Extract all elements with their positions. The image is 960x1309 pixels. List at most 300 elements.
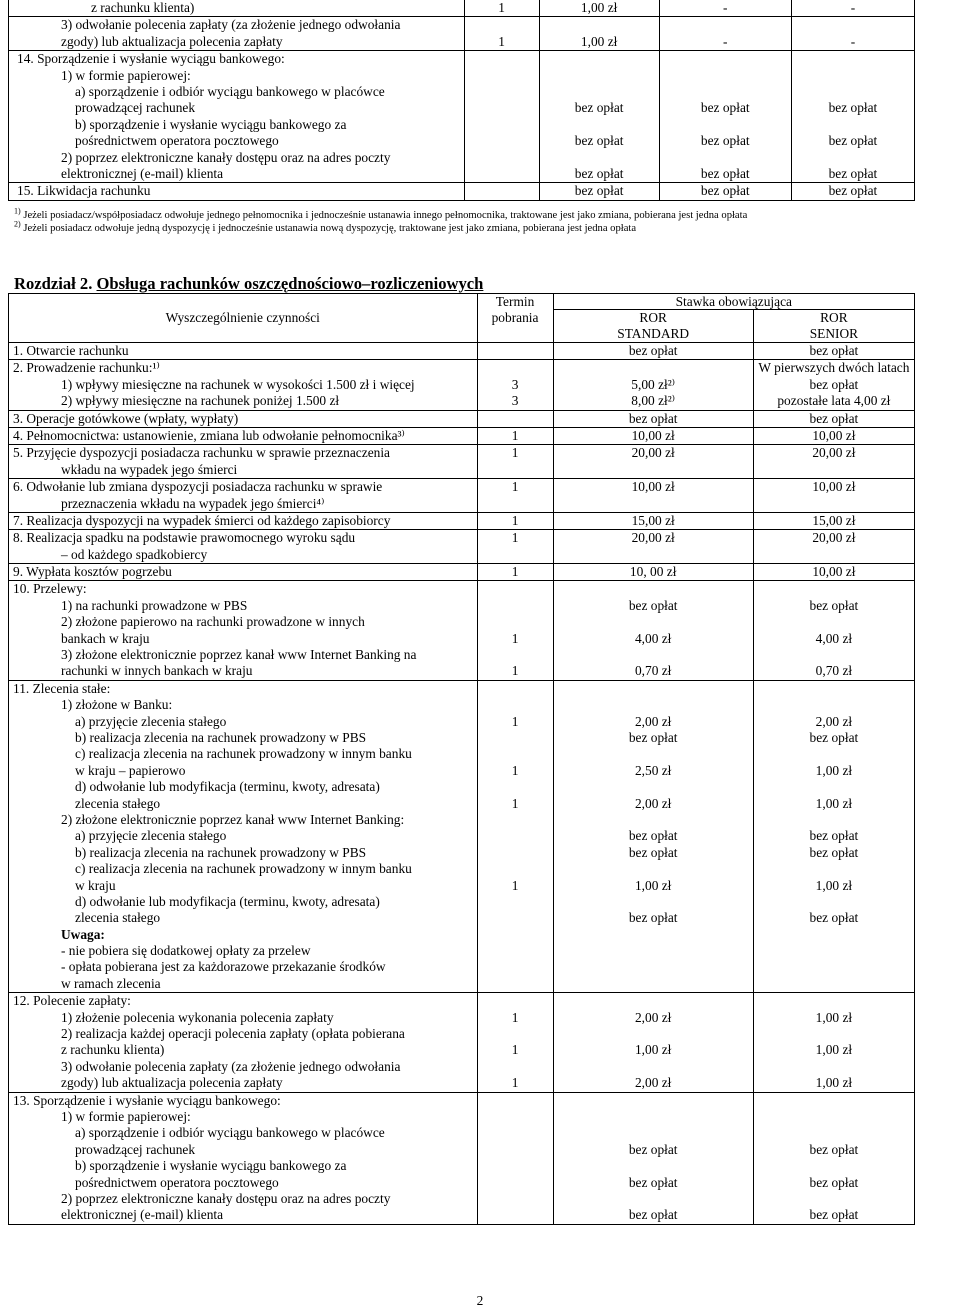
- table-row: [9, 680, 915, 992]
- value-line: [554, 812, 753, 828]
- value-line: -: [723, 0, 728, 15]
- description-line: - nie pobiera się dodatkowej opłaty za przelew: [61, 943, 311, 959]
- value-line: [478, 828, 553, 844]
- value-line: [554, 581, 753, 597]
- value-line: bez opłat: [700, 100, 750, 116]
- value-line: [465, 68, 539, 84]
- row-s1: [539, 51, 659, 183]
- value-line: 20,00 zł: [631, 530, 675, 546]
- value-line: 1,00 zł: [634, 877, 672, 893]
- value-line: 1,00 zł: [815, 1009, 853, 1025]
- table-row: [9, 17, 915, 51]
- value-line: 2,00 zł: [634, 1075, 672, 1091]
- row-s1: [553, 1092, 753, 1224]
- value-line: [540, 17, 659, 33]
- value-line: [478, 647, 553, 663]
- description-line: 11. Zlecenia stałe:: [13, 680, 111, 696]
- value-line: 20,00 zł: [812, 445, 856, 461]
- table-row: [9, 581, 915, 680]
- value-line: [754, 993, 914, 1009]
- value-line: 1,00 zł: [815, 762, 853, 778]
- row-s3: [791, 51, 914, 183]
- value-line: [554, 1026, 753, 1042]
- value-line: [660, 150, 791, 166]
- description-line: a) sporządzenie i odbiór wyciągu bankowego w placówce: [75, 1125, 385, 1141]
- row-description: [9, 343, 478, 360]
- value-line: bez opłat: [574, 165, 624, 181]
- value-line: [792, 84, 914, 100]
- value-line: [792, 117, 914, 133]
- value-line: bez opłat: [809, 1207, 859, 1223]
- value-line: 10,00 zł: [812, 564, 856, 580]
- value-line: bez opłat: [809, 343, 859, 358]
- description-line: 4. Pełnomocnictwa: ustanowienie, zmiana lub odwołanie pełnomocnika³⁾: [13, 427, 405, 443]
- description-line: Uwaga:: [61, 926, 105, 942]
- value-line: [554, 894, 753, 910]
- value-line: [465, 51, 539, 67]
- description-line: elektronicznej (e-mail) klienta: [61, 1207, 224, 1223]
- row-s1: [553, 410, 753, 427]
- table-row: [9, 479, 915, 513]
- value-line: 8,00 zł²⁾: [631, 393, 676, 409]
- row-s2: [753, 445, 914, 479]
- value-line: [754, 746, 914, 762]
- description-line: c) realizacja zlecenia na rachunek prowadzony w innym banku: [75, 746, 412, 762]
- row-term: [477, 680, 553, 992]
- value-line: [754, 462, 914, 478]
- value-line: [465, 150, 539, 166]
- value-line: bez opłat: [628, 910, 678, 926]
- table-row: [9, 512, 915, 529]
- description-line: b) realizacja zlecenia na rachunek prowadzony w PBS: [75, 729, 367, 745]
- value-line: 1: [511, 427, 519, 443]
- value-line: 1: [511, 512, 519, 528]
- value-line: 10,00 zł: [631, 479, 675, 495]
- value-line: 1: [511, 479, 519, 495]
- value-line: 1,00 zł: [580, 33, 618, 49]
- value-line: 1: [498, 0, 505, 15]
- value-line: bez opłat: [628, 828, 678, 844]
- value-line: [554, 959, 753, 975]
- value-line: [754, 1191, 914, 1207]
- description-line: a) sporządzenie i odbiór wyciągu bankowego w placówce: [75, 83, 385, 99]
- value-line: [554, 681, 753, 697]
- description-line: 3) odwołanie polecenia zapłaty (za złożenie jednego odwołania: [61, 1058, 401, 1074]
- value-line: bez opłat: [809, 410, 859, 426]
- value-line: 1: [511, 877, 519, 893]
- row-s2: [753, 581, 914, 680]
- value-line: 20,00 zł: [812, 530, 856, 546]
- value-line: [465, 183, 539, 199]
- row-s1: [553, 445, 753, 479]
- description-line: z rachunku klienta): [61, 1042, 165, 1058]
- description-line: d) odwołanie lub modyfikacja (terminu, kwoty, adresata): [75, 893, 380, 909]
- value-line: 0,70 zł: [815, 663, 853, 679]
- value-line: [754, 861, 914, 877]
- table-row: [9, 51, 915, 183]
- value-line: [754, 1158, 914, 1174]
- value-line: [754, 1026, 914, 1042]
- value-line: [478, 343, 553, 359]
- row-description: [9, 410, 478, 427]
- value-line: [478, 462, 553, 478]
- table-row: [9, 1092, 915, 1224]
- value-line: [478, 598, 553, 614]
- table-row: [9, 410, 915, 427]
- row-s1: [553, 427, 753, 444]
- row-description: [9, 993, 478, 1092]
- description-line: wkładu na wypadek jego śmierci: [61, 461, 238, 477]
- value-line: [465, 166, 539, 182]
- value-line: bez opłat: [809, 910, 859, 926]
- row-term: [464, 183, 539, 200]
- value-line: [478, 730, 553, 746]
- description-line: – od każdego spadkobiercy: [61, 546, 208, 562]
- description-line: 2) poprzez elektroniczne kanały dostępu oraz na adres poczty: [61, 1190, 391, 1206]
- value-line: bez opłat: [700, 183, 750, 199]
- value-line: bez opłat: [809, 729, 859, 745]
- description-line: 2) złożone elektronicznie poprzez kanał www Internet Banking:: [61, 811, 405, 827]
- description-line: pośrednictwem operatora pocztowego: [75, 1174, 279, 1190]
- description-line: 1) w formie papierowej:: [61, 67, 191, 83]
- value-line: 10,00 zł: [812, 479, 856, 495]
- row-term: [477, 564, 553, 581]
- row-s1: [539, 0, 659, 17]
- row-s1: [553, 564, 753, 581]
- value-line: [554, 1158, 753, 1174]
- value-line: W pierwszych dwóch latach: [758, 360, 910, 376]
- description-line: 12. Polecenie zapłaty:: [13, 993, 131, 1009]
- value-line: bez opłat: [809, 376, 859, 392]
- value-line: [540, 117, 659, 133]
- value-line: [554, 1125, 753, 1141]
- value-line: [478, 1125, 553, 1141]
- value-line: bez opłat: [628, 844, 678, 860]
- value-line: 1,00 zł: [815, 877, 853, 893]
- value-line: bez opłat: [574, 183, 624, 199]
- value-line: bez opłat: [628, 410, 678, 426]
- row-term: [477, 581, 553, 680]
- value-line: [554, 647, 753, 663]
- row-s2: [753, 343, 914, 360]
- value-line: 1: [511, 1042, 519, 1058]
- row-s1: [553, 581, 753, 680]
- row-term: [477, 1092, 553, 1224]
- row-s2: [753, 479, 914, 513]
- header-description: Wyszczególnienie czynności: [9, 294, 478, 343]
- value-line: -: [723, 33, 728, 49]
- row-s2: [753, 680, 914, 992]
- footnote-2: $^{2)}$ Jeżeli posiadacz odwołuje jedną dyspozycję i jednocześnie ustanawia nową dyspozycję, traktowane jest jako zmiana, pobierana jest jedna opłata: [14, 219, 637, 234]
- description-line: rachunki w innych bankach w kraju: [61, 663, 253, 679]
- description-line: zlecenia stałego: [75, 795, 161, 811]
- value-line: 2,00 zł: [634, 795, 672, 811]
- value-line: bez opłat: [628, 343, 678, 358]
- row-term: [464, 17, 539, 51]
- value-line: [554, 697, 753, 713]
- row-s1: [553, 993, 753, 1092]
- header-term: Termin pobrania: [477, 294, 553, 343]
- description-line: zgody) lub aktualizacja polecenia zapłaty: [61, 1075, 283, 1091]
- value-line: 2,00 zł: [815, 713, 853, 729]
- value-line: [540, 84, 659, 100]
- table-header-row-1: [9, 294, 915, 310]
- value-line: 2,50 zł: [634, 762, 672, 778]
- value-line: 4,00 zł: [815, 630, 853, 646]
- value-line: bez opłat: [628, 1141, 678, 1157]
- row-term: [477, 530, 553, 564]
- value-line: [792, 150, 914, 166]
- description-line: 13. Sporządzenie i wysłanie wyciągu bankowego:: [13, 1092, 281, 1108]
- table-row: [9, 183, 915, 200]
- value-line: [754, 581, 914, 597]
- description-line: w kraju – papierowo: [75, 762, 186, 778]
- description-line: prowadzącej rachunek: [75, 1141, 196, 1157]
- value-line: [554, 976, 753, 992]
- value-line: [465, 133, 539, 149]
- row-term: [477, 427, 553, 444]
- row-s2: [753, 1092, 914, 1224]
- value-line: [478, 1142, 553, 1158]
- value-line: [540, 51, 659, 67]
- value-line: 20,00 zł: [631, 445, 675, 461]
- value-line: bez opłat: [628, 1174, 678, 1190]
- value-line: [660, 117, 791, 133]
- value-line: [478, 993, 553, 1009]
- header-rate: Stawka obowiązująca: [553, 294, 914, 310]
- description-line: 2. Prowadzenie rachunku:¹⁾: [13, 360, 160, 376]
- value-line: bez opłat: [828, 100, 878, 116]
- value-line: bez opłat: [809, 597, 859, 613]
- value-line: [478, 812, 553, 828]
- chapter-title: Obsługa rachunków oszczędnościowo–rozliczeniowych: [96, 274, 484, 293]
- value-line: 1: [511, 762, 519, 778]
- value-line: 10, 00 zł: [629, 564, 677, 580]
- row-description: [9, 51, 465, 183]
- description-line: 15. Likwidacja rachunku: [17, 183, 151, 199]
- description-line: w kraju: [75, 877, 116, 893]
- chapter-number: Rozdział 2.: [14, 274, 93, 293]
- value-line: [554, 462, 753, 478]
- value-line: pozostałe lata 4,00 zł: [777, 393, 891, 409]
- value-line: 1: [511, 445, 519, 461]
- description-line: 10. Przelewy:: [13, 581, 87, 597]
- description-line: w ramach zlecenia: [61, 975, 161, 991]
- description-line: c) realizacja zlecenia na rachunek prowadzony w innym banku: [75, 861, 412, 877]
- footnote-1: $^{1)}$ Jeżeli posiadacz/współposiadacz odwołuje jednego pełnomocnika i jednocześnie ustanawia innego pełnomocnika, traktowane jest jako zmiana, pobierana jest jedna opłata: [14, 206, 748, 221]
- value-line: [478, 1109, 553, 1125]
- value-line: 5,00 zł²⁾: [631, 376, 676, 392]
- value-line: [754, 959, 914, 975]
- value-line: bez opłat: [628, 597, 678, 613]
- row-s2: [659, 183, 791, 200]
- description-line: a) przyjęcie zlecenia stałego: [75, 828, 227, 844]
- description-line: zlecenia stałego: [75, 910, 161, 926]
- value-line: 15,00 zł: [631, 512, 675, 528]
- value-line: [754, 943, 914, 959]
- value-line: [478, 1175, 553, 1191]
- value-line: 1,00 zł: [815, 1075, 853, 1091]
- row-term: [477, 360, 553, 410]
- value-line: [465, 100, 539, 116]
- row-description: [9, 1092, 478, 1224]
- value-line: [754, 547, 914, 563]
- description-line: 9. Wypłata kosztów pogrzebu: [13, 564, 172, 580]
- description-line: 2) wpływy miesięczne na rachunek poniżej 1.500 zł: [61, 393, 340, 409]
- description-line: przeznaczenia wkładu na wypadek jego śmierci⁴⁾: [61, 495, 325, 511]
- description-line: 1. Otwarcie rachunku: [13, 343, 129, 358]
- description-line: 6. Odwołanie lub zmiana dyspozycji posiadacza rachunku w sprawie: [13, 479, 383, 495]
- value-line: [465, 84, 539, 100]
- value-line: bez opłat: [700, 165, 750, 181]
- description-line: prowadzącej rachunek: [75, 100, 196, 116]
- value-line: 1: [511, 663, 519, 679]
- value-line: [478, 779, 553, 795]
- value-line: -: [850, 0, 856, 15]
- footnotes: [14, 206, 919, 236]
- value-line: 10,00 zł: [812, 427, 856, 443]
- value-line: [554, 943, 753, 959]
- row-description: [9, 427, 478, 444]
- value-line: [478, 976, 553, 992]
- value-line: [754, 779, 914, 795]
- value-line: [478, 861, 553, 877]
- value-line: [478, 1207, 553, 1223]
- value-line: [478, 360, 553, 376]
- value-line: [478, 614, 553, 630]
- value-line: [478, 496, 553, 512]
- value-line: [660, 68, 791, 84]
- row-s2: [659, 0, 791, 17]
- row-term: [477, 479, 553, 513]
- row-s2: [753, 360, 914, 410]
- description-line: 8. Realizacja spadku na podstawie prawomocnego wyroku sądu: [13, 530, 356, 546]
- value-line: [478, 1059, 553, 1075]
- description-line: b) realizacja zlecenia na rachunek prowadzony w PBS: [75, 844, 367, 860]
- row-description: [9, 581, 478, 680]
- row-description: [9, 512, 478, 529]
- value-line: 2,00 zł: [634, 713, 672, 729]
- value-line: [754, 927, 914, 943]
- table-row: [9, 530, 915, 564]
- row-s2: [753, 564, 914, 581]
- value-line: [754, 1093, 914, 1109]
- value-line: bez opłat: [828, 133, 878, 149]
- description-line: - opłata pobierana jest za każdorazowe przekazanie środków: [61, 959, 386, 975]
- row-term: [477, 343, 553, 360]
- value-line: [478, 845, 553, 861]
- row-s1: [539, 17, 659, 51]
- value-line: bez opłat: [700, 133, 750, 149]
- value-line: 4,00 zł: [634, 630, 672, 646]
- row-s2: [753, 993, 914, 1092]
- description-line: bankach w kraju: [61, 630, 150, 646]
- value-line: [754, 812, 914, 828]
- value-line: 1,00 zł: [634, 1042, 672, 1058]
- value-line: [554, 360, 753, 376]
- description-line: 1) złożone w Banku:: [61, 697, 173, 713]
- value-line: [554, 927, 753, 943]
- description-line: 14. Sporządzenie i wysłanie wyciągu bankowego:: [17, 51, 285, 67]
- row-term: [477, 993, 553, 1092]
- value-line: [792, 17, 914, 33]
- description-line: d) odwołanie lub modyfikacja (terminu, kwoty, adresata): [75, 779, 380, 795]
- value-line: [554, 496, 753, 512]
- value-line: 1: [511, 795, 519, 811]
- row-s2: [753, 410, 914, 427]
- value-line: 15,00 zł: [812, 512, 856, 528]
- description-line: b) sporządzenie i wysłanie wyciągu bankowego za: [75, 116, 347, 132]
- value-line: [554, 1093, 753, 1109]
- table-row: [9, 343, 915, 360]
- value-line: [554, 1191, 753, 1207]
- row-description: [9, 445, 478, 479]
- value-line: [478, 1158, 553, 1174]
- value-line: [478, 927, 553, 943]
- value-line: [478, 547, 553, 563]
- value-line: [554, 861, 753, 877]
- row-description: [9, 183, 465, 200]
- row-s1: [553, 680, 753, 992]
- row-s2: [753, 427, 914, 444]
- value-line: 1: [511, 530, 519, 546]
- value-line: [478, 411, 553, 427]
- value-line: [478, 1191, 553, 1207]
- table-row: [9, 360, 915, 410]
- value-line: [754, 894, 914, 910]
- value-line: bez opłat: [809, 1174, 859, 1190]
- value-line: 1,00 zł: [580, 0, 618, 15]
- value-line: [478, 959, 553, 975]
- value-line: [554, 779, 753, 795]
- value-line: [478, 943, 553, 959]
- row-s1: [539, 183, 659, 200]
- row-description: [9, 0, 465, 17]
- row-s1: [553, 343, 753, 360]
- value-line: [478, 681, 553, 697]
- description-line: b) sporządzenie i wysłanie wyciągu bankowego za: [75, 1158, 347, 1174]
- fees-table: [8, 293, 915, 1225]
- value-line: [478, 581, 553, 597]
- value-line: [554, 1059, 753, 1075]
- description-line: 3. Operacje gotówkowe (wpłaty, wypłaty): [13, 410, 239, 426]
- description-line: elektronicznej (e-mail) klienta: [61, 165, 224, 181]
- row-term: [477, 512, 553, 529]
- value-line: [754, 1059, 914, 1075]
- row-s2: [659, 17, 791, 51]
- row-term: [477, 445, 553, 479]
- value-line: -: [850, 33, 856, 49]
- row-description: [9, 680, 478, 992]
- description-line: 3) odwołanie polecenia zapłaty (za złożenie jednego odwołania: [61, 17, 401, 33]
- row-description: [9, 530, 478, 564]
- value-line: bez opłat: [809, 844, 859, 860]
- value-line: 2,00 zł: [634, 1009, 672, 1025]
- value-line: [554, 993, 753, 1009]
- value-line: [754, 647, 914, 663]
- row-description: [9, 479, 478, 513]
- row-s2: [659, 51, 791, 183]
- value-line: [478, 1093, 553, 1109]
- value-line: [554, 614, 753, 630]
- value-line: [792, 68, 914, 84]
- value-line: [754, 1109, 914, 1125]
- value-line: bez opłat: [828, 183, 878, 199]
- value-line: [754, 496, 914, 512]
- value-line: bez opłat: [574, 100, 624, 116]
- header-ror-standard: ROR STANDARD: [553, 310, 753, 343]
- value-line: [465, 117, 539, 133]
